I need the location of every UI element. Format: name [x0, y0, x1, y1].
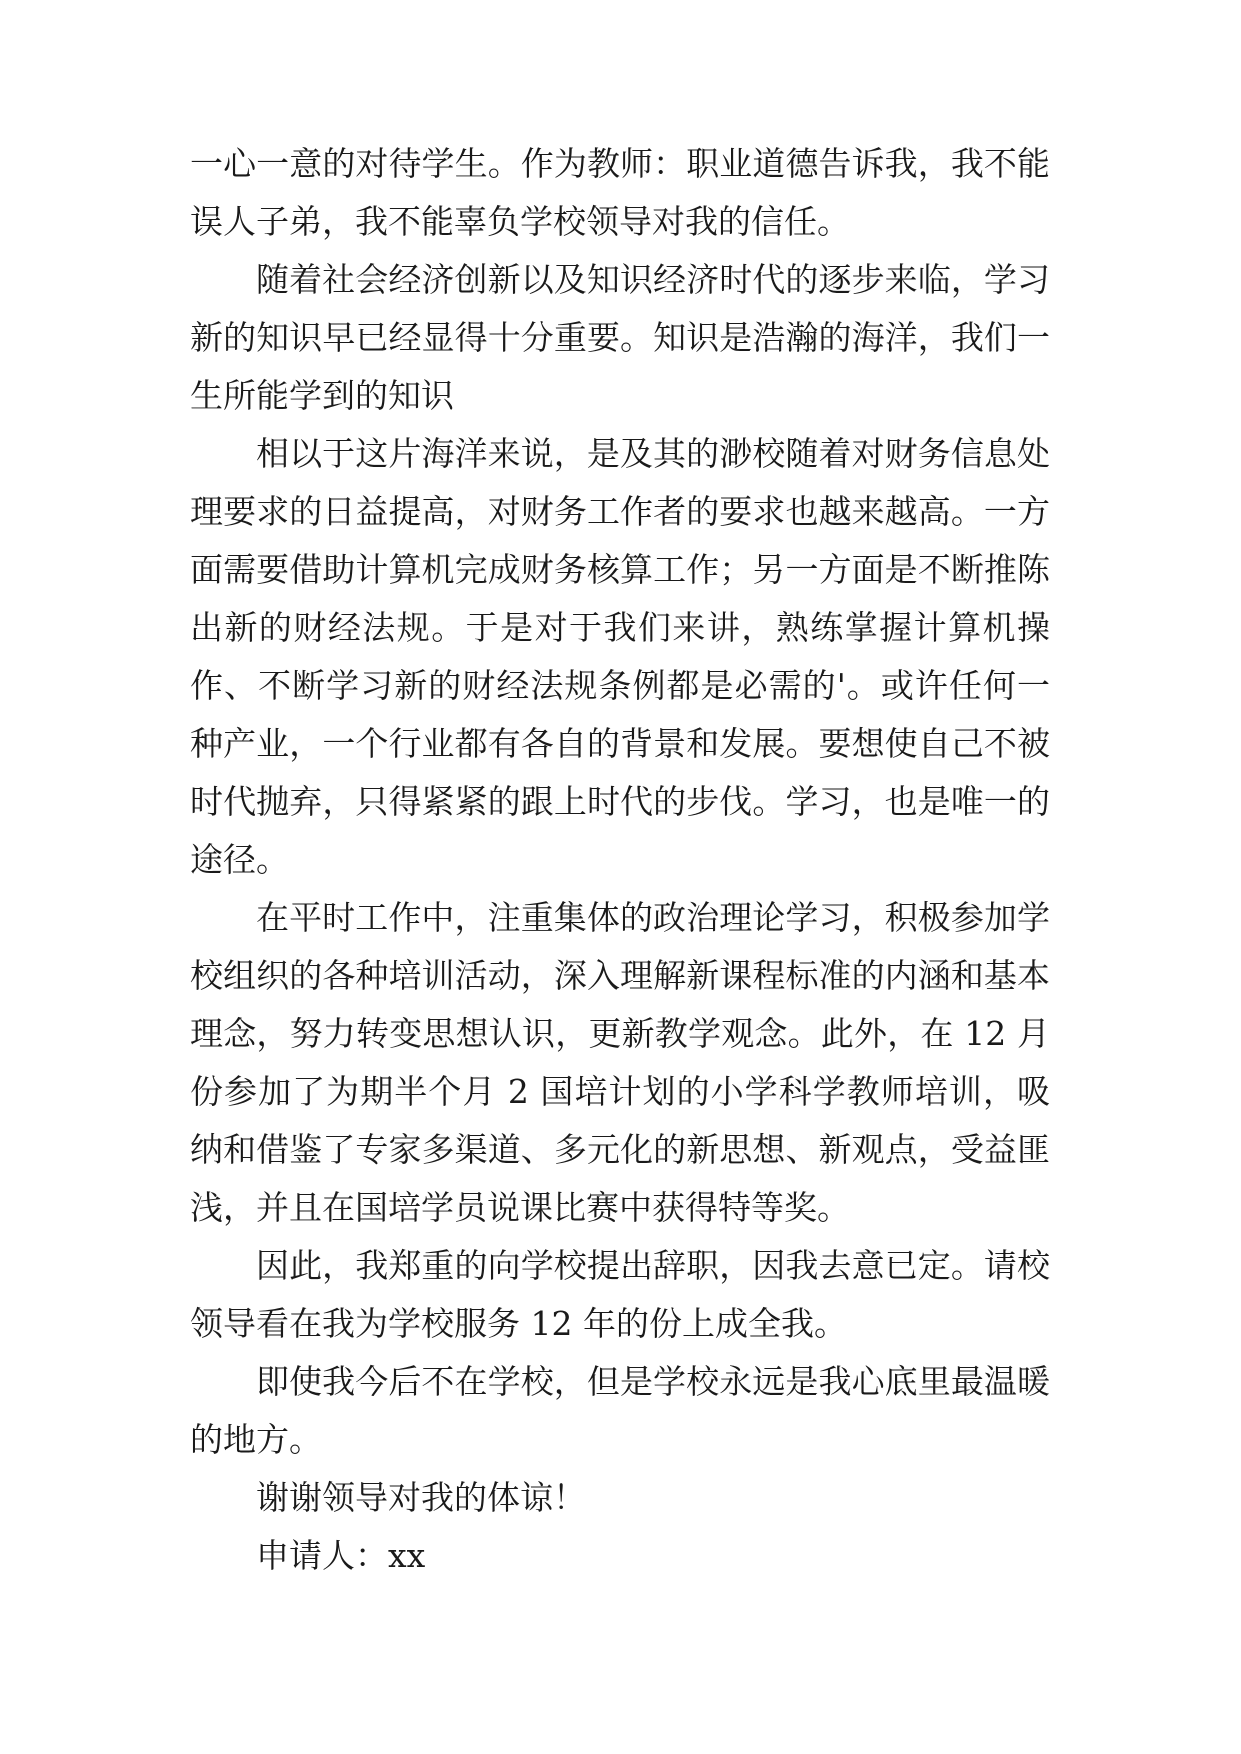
- document-body: [190, 135, 1050, 1585]
- paragraph-3: 相以于这片海洋来说，是及其的渺校随着对财务信息处理要求的日益提高，对财务工作者的要求也越来越高。一方面需要借助计算机完成财务核算工作；另一方面是不断推陈出新的财经法规。于是对于我们来讲，熟练掌握计算机操作、不断学习新的财经法规条例都是必需的'。或许任何一种产业，一个行业都有各自的背景和发展。要想使自己不被时代抛弃，只得紧紧的跟上时代的步伐。学习，也是唯一的途径。: [190, 434, 1050, 879]
- paragraph-4: 在平时工作中，注重集体的政治理论学习，积极参加学校组织的各种培训活动，深入理解新课程标准的内涵和基本理念，努力转变思想认识，更新教学观念。此外，在 12 月份参加了为期半个月 2 国培计划的小学科学教师培训，吸纳和借鉴了专家多渠道、多元化的新思想、新观点，受益匪浅，并且在国培学员说课比赛中获得特等奖。: [190, 898, 1050, 1227]
- paragraph-5: 因此，我郑重的向学校提出辞职，因我去意已定。请校领导看在我为学校服务 12 年的份上成全我。: [190, 1246, 1050, 1343]
- applicant-signature: 申请人：xx: [256, 1536, 426, 1575]
- paragraph-2: 随着社会经济创新以及知识经济时代的逐步来临，学习新的知识早已经显得十分重要。知识是浩瀚的海洋，我们一生所能学到的知识: [190, 260, 1050, 415]
- paragraph-1: 一心一意的对待学生。作为教师：职业道德告诉我，我不能误人子弟，我不能辜负学校领导对我的信任。: [190, 144, 1050, 241]
- closing-thanks: 谢谢领导对我的体谅！: [256, 1478, 586, 1517]
- paragraph-6: 即使我今后不在学校，但是学校永远是我心底里最温暖的地方。: [190, 1362, 1050, 1459]
